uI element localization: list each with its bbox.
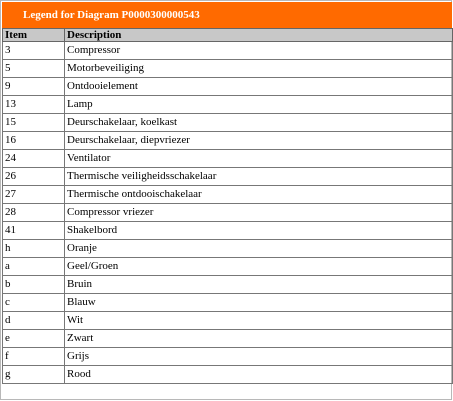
table-row bbox=[3, 60, 453, 78]
row-description-cell: Thermische veiligheidsschakelaar bbox=[65, 168, 453, 186]
table-row bbox=[3, 258, 453, 276]
row-description-cell: Rood bbox=[65, 366, 453, 384]
legend-table bbox=[2, 28, 453, 384]
row-description-cell: Ontdooielement bbox=[65, 78, 453, 96]
row-item-cell: e bbox=[3, 330, 65, 348]
row-item-cell: c bbox=[3, 294, 65, 312]
table-row bbox=[3, 42, 453, 60]
row-item-cell: 5 bbox=[3, 60, 65, 78]
table-row bbox=[3, 96, 453, 114]
table-row bbox=[3, 294, 453, 312]
table-row bbox=[3, 132, 453, 150]
table-row bbox=[3, 204, 453, 222]
row-description-cell: Zwart bbox=[65, 330, 453, 348]
row-description-cell: Ventilator bbox=[65, 150, 453, 168]
row-item-cell: 26 bbox=[3, 168, 65, 186]
row-item-cell: 3 bbox=[3, 42, 65, 60]
row-item-cell: 24 bbox=[3, 150, 65, 168]
table-header-row bbox=[3, 29, 453, 42]
table-row bbox=[3, 78, 453, 96]
row-item-cell: b bbox=[3, 276, 65, 294]
row-description-cell: Motorbeveiliging bbox=[65, 60, 453, 78]
row-description-cell: Deurschakelaar, koelkast bbox=[65, 114, 453, 132]
row-description-cell: Lamp bbox=[65, 96, 453, 114]
row-description-cell: Compressor bbox=[65, 42, 453, 60]
row-item-cell: 41 bbox=[3, 222, 65, 240]
row-description-cell: Oranje bbox=[65, 240, 453, 258]
column-header-description: Description bbox=[65, 29, 453, 42]
row-item-cell: h bbox=[3, 240, 65, 258]
table-row bbox=[3, 276, 453, 294]
row-item-cell: a bbox=[3, 258, 65, 276]
column-header-item: Item bbox=[3, 29, 65, 42]
table-row bbox=[3, 330, 453, 348]
row-item-cell: 27 bbox=[3, 186, 65, 204]
row-description-cell: Compressor vriezer bbox=[65, 204, 453, 222]
legend-table-body bbox=[3, 42, 453, 384]
table-row bbox=[3, 222, 453, 240]
row-description-cell: Deurschakelaar, diepvriezer bbox=[65, 132, 453, 150]
row-item-cell: f bbox=[3, 348, 65, 366]
row-description-cell: Thermische ontdooischakelaar bbox=[65, 186, 453, 204]
row-description-cell: Shakelbord bbox=[65, 222, 453, 240]
table-row bbox=[3, 150, 453, 168]
row-item-cell: 28 bbox=[3, 204, 65, 222]
table-row bbox=[3, 312, 453, 330]
table-row bbox=[3, 366, 453, 384]
row-item-cell: 16 bbox=[3, 132, 65, 150]
table-row bbox=[3, 168, 453, 186]
row-description-cell: Bruin bbox=[65, 276, 453, 294]
row-description-cell: Blauw bbox=[65, 294, 453, 312]
legend-title: Legend for Diagram P0000300000543 bbox=[2, 2, 452, 28]
row-description-cell: Grijs bbox=[65, 348, 453, 366]
table-row bbox=[3, 240, 453, 258]
row-description-cell: Geel/Groen bbox=[65, 258, 453, 276]
table-row bbox=[3, 348, 453, 366]
row-item-cell: 15 bbox=[3, 114, 65, 132]
row-item-cell: d bbox=[3, 312, 65, 330]
row-item-cell: 9 bbox=[3, 78, 65, 96]
row-item-cell: g bbox=[3, 366, 65, 384]
row-item-cell: 13 bbox=[3, 96, 65, 114]
table-row bbox=[3, 114, 453, 132]
table-row bbox=[3, 186, 453, 204]
row-description-cell: Wit bbox=[65, 312, 453, 330]
